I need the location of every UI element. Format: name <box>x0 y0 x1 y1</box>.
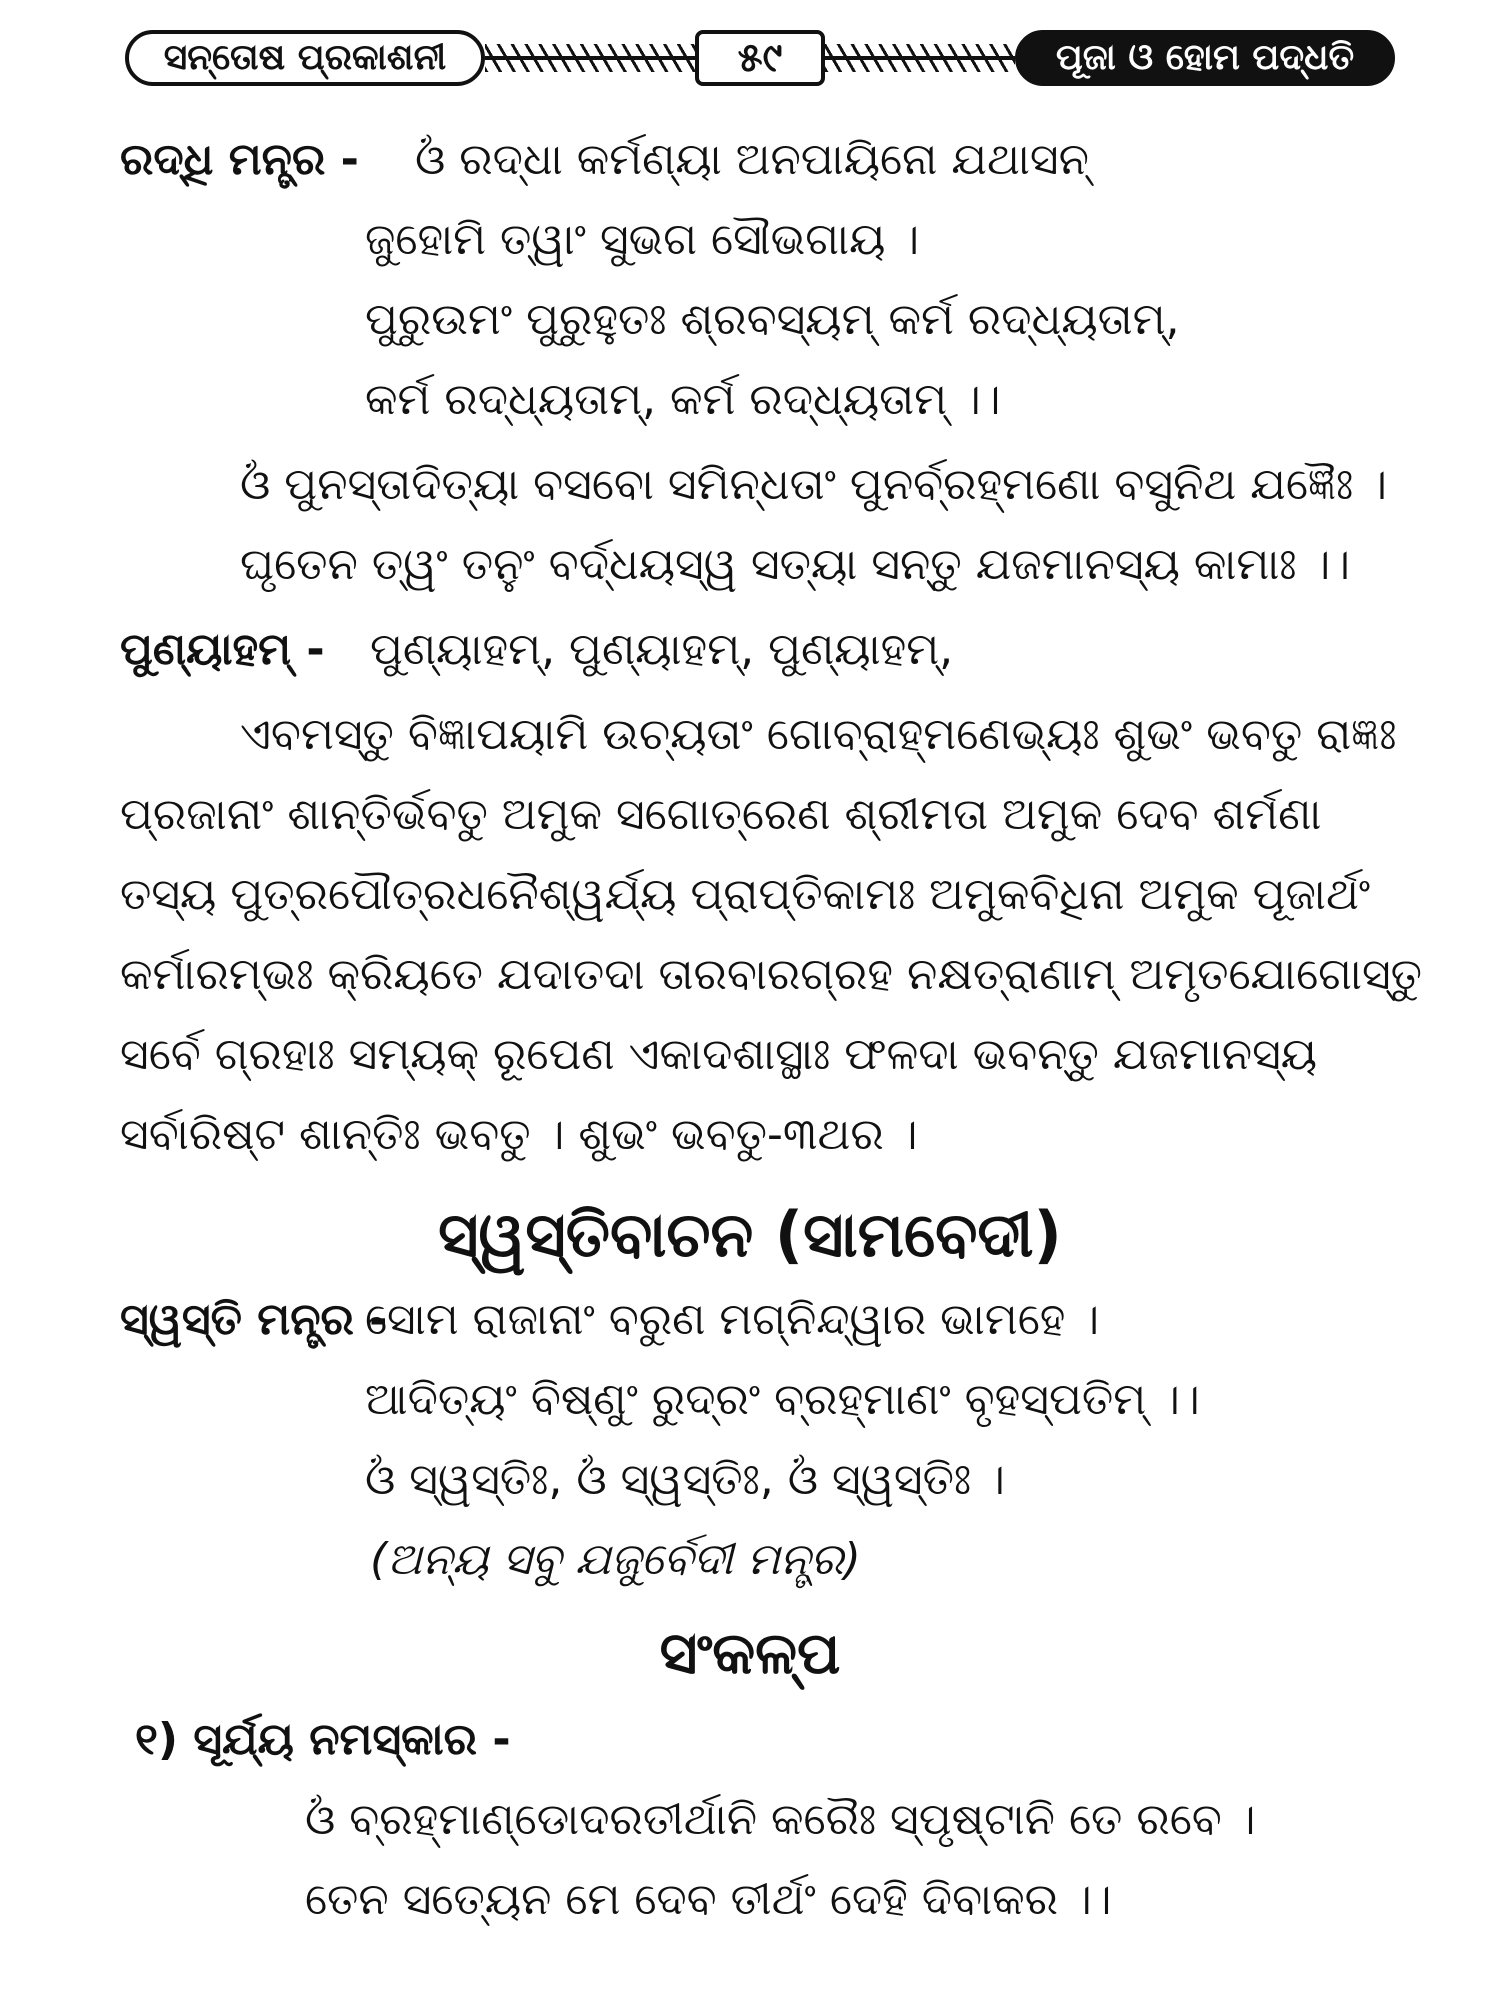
riddhi-line-2: ଜୁହୋମି ତ୍ୱାଂ ସୁଭଗ ସୌଭଗାୟ । <box>365 214 920 265</box>
riddhi-line-5: ଓଁ ପୁନସ୍ତାଦିତ୍ୟା ବସବୋ ସମିନ୍ଧତାଂ ପୁନର୍ବ୍ରହ୍ମଣୋ ବସୁନିଥ ଯଜ୍ଞୈଃ । <box>240 459 1387 510</box>
punyaham-line-4: କର୍ମାରମ୍ଭଃ କ୍ରିୟତେ ଯଦାତଦା ତାରବାରଗ୍ରହ ନକ୍ଷତ୍ରାଣାମ୍ ଅମୃତଯୋଗୋସ୍ତୁ <box>120 949 1423 1000</box>
punyaham-line-6: ସର୍ବାରିଷ୍ଟ ଶାନ୍ତିଃ ଭବତୁ । ଶୁଭଂ ଭବତୁ-୩ଥର । <box>120 1109 918 1160</box>
punyaham-line-2: ପ୍ରଜାନାଂ ଶାନ୍ତିର୍ଭବତୁ ଅମୁକ ସଗୋତ୍ରେଣ ଶ୍ରୀମତା ଅମୁକ ଦେବ ଶର୍ମଣା <box>120 789 1322 840</box>
punyaham-line-5: ସର୍ବେ ଗ୍ରହାଃ ସମ୍ୟକ୍ ରୂପେଣ ଏକାଦଶାସ୍ଥାଃ ଫଳଦା ଭବନ୍ତୁ ଯଜମାନସ୍ୟ <box>120 1029 1318 1080</box>
swasti-note: (ଅନ୍ୟ ସବୁ ଯଜୁର୍ବେଦୀ ମନ୍ତ୍ର) <box>370 1534 861 1585</box>
riddhi-line-6: ଘୃତେନ ତ୍ୱଂ ତନୁଂ ବର୍ଦ୍ଧୟସ୍ୱ ସତ୍ୟା ସନ୍ତୁ ଯଜମାନସ୍ୟ କାମାଃ ।। <box>240 539 1351 590</box>
surya-namaskar-label: ୧) ସୂର୍ଯ୍ୟ ନମସ୍କାର - <box>135 1714 511 1765</box>
punyaham-label: ପୁଣ୍ୟାହମ୍ - <box>120 624 325 675</box>
riddhi-line-4: କର୍ମ ରଦ୍ଧ୍ୟତାମ୍, କର୍ମ ରଦ୍ଧ୍ୟତାମ୍ ।। <box>365 374 1001 425</box>
sankalpa-line-2: ତେନ ସତ୍ୟେନ ମେ ଦେବ ତୀର୍ଥଂ ଦେହି ଦିବାକର ।। <box>305 1874 1112 1925</box>
punyaham-first-line: ପୁଣ୍ୟାହମ୍, ପୁଣ୍ୟାହମ୍, ପୁଣ୍ୟାହମ୍, <box>370 624 954 675</box>
swasti-mantra-label: ସ୍ୱସ୍ତି ମନ୍ତ୍ର - <box>120 1294 388 1345</box>
riddhi-mantra-label: ରଦ୍ଧି ମନ୍ତ୍ର - <box>120 134 359 185</box>
swasti-heading: ସ୍ୱସ୍ତିବାଚନ (ସାମବେଦୀ) <box>438 1198 1062 1271</box>
riddhi-line-1: ଓଁ ରଦ୍ଧା କର୍ମଣ୍ୟା ଅନପାୟିନୋ ଯଥାସନ୍ <box>415 134 1089 185</box>
sankalpa-line-1: ଓଁ ବ୍ରହ୍ମାଣ୍ଡୋଦରତୀର୍ଥାନି କରୈଃ ସ୍ପୃଷ୍ଟାନି ତେ ରବେ । <box>305 1794 1256 1845</box>
punyaham-line-1: ଏବମସ୍ତୁ ବିଜ୍ଞାପୟାମି ଉଚ୍ୟତାଂ ଗୋବ୍ରାହ୍ମଣେଭ୍ୟଃ ଶୁଭଂ ଭବତୁ ରାଜ୍ଞଃ <box>240 709 1397 760</box>
riddhi-line-3: ପୁରୁଉମଂ ପୁରୁହୁତଃ ଶ୍ରବସ୍ୟମ୍ କର୍ମ ରଦ୍ଧ୍ୟତାମ୍, <box>365 294 1180 345</box>
publisher-label: ସନ୍ତୋଷ ପ୍ରକାଶନୀ <box>125 30 485 86</box>
book-title: ପୂଜା ଓ ହୋମ ପଦ୍ଧତି <box>1015 30 1395 86</box>
sankalpa-heading: ସଂକଳ୍ପ <box>659 1619 841 1687</box>
swasti-line-2: ଆଦିତ୍ୟଂ ବିଷ୍ଣୁଂ ରୁଦ୍ରଂ ବ୍ରହ୍ମାଣଂ ବୃହସ୍ପତିମ୍ ।। <box>365 1374 1200 1425</box>
swasti-line-1: ସୋମ ରାଜାନାଂ ବରୁଣ ମଗ୍ନିନ୍ଦ୍ୱାର ଭାମହେ । <box>365 1294 1100 1345</box>
swasti-line-3: ଓଁ ସ୍ୱସ୍ତିଃ, ଓଁ ସ୍ୱସ୍ତିଃ, ଓଁ ସ୍ୱସ୍ତିଃ । <box>365 1454 1005 1505</box>
punyaham-line-3: ତସ୍ୟ ପୁତ୍ରପୌତ୍ରଧନୈଶ୍ୱର୍ଯ୍ୟ ପ୍ରାପ୍ତିକାମଃ ଅମୁକବିଧିନା ଅମୁକ ପୂଜାର୍ଥଂ <box>120 869 1371 920</box>
page-number: ୫୯ <box>695 30 825 86</box>
